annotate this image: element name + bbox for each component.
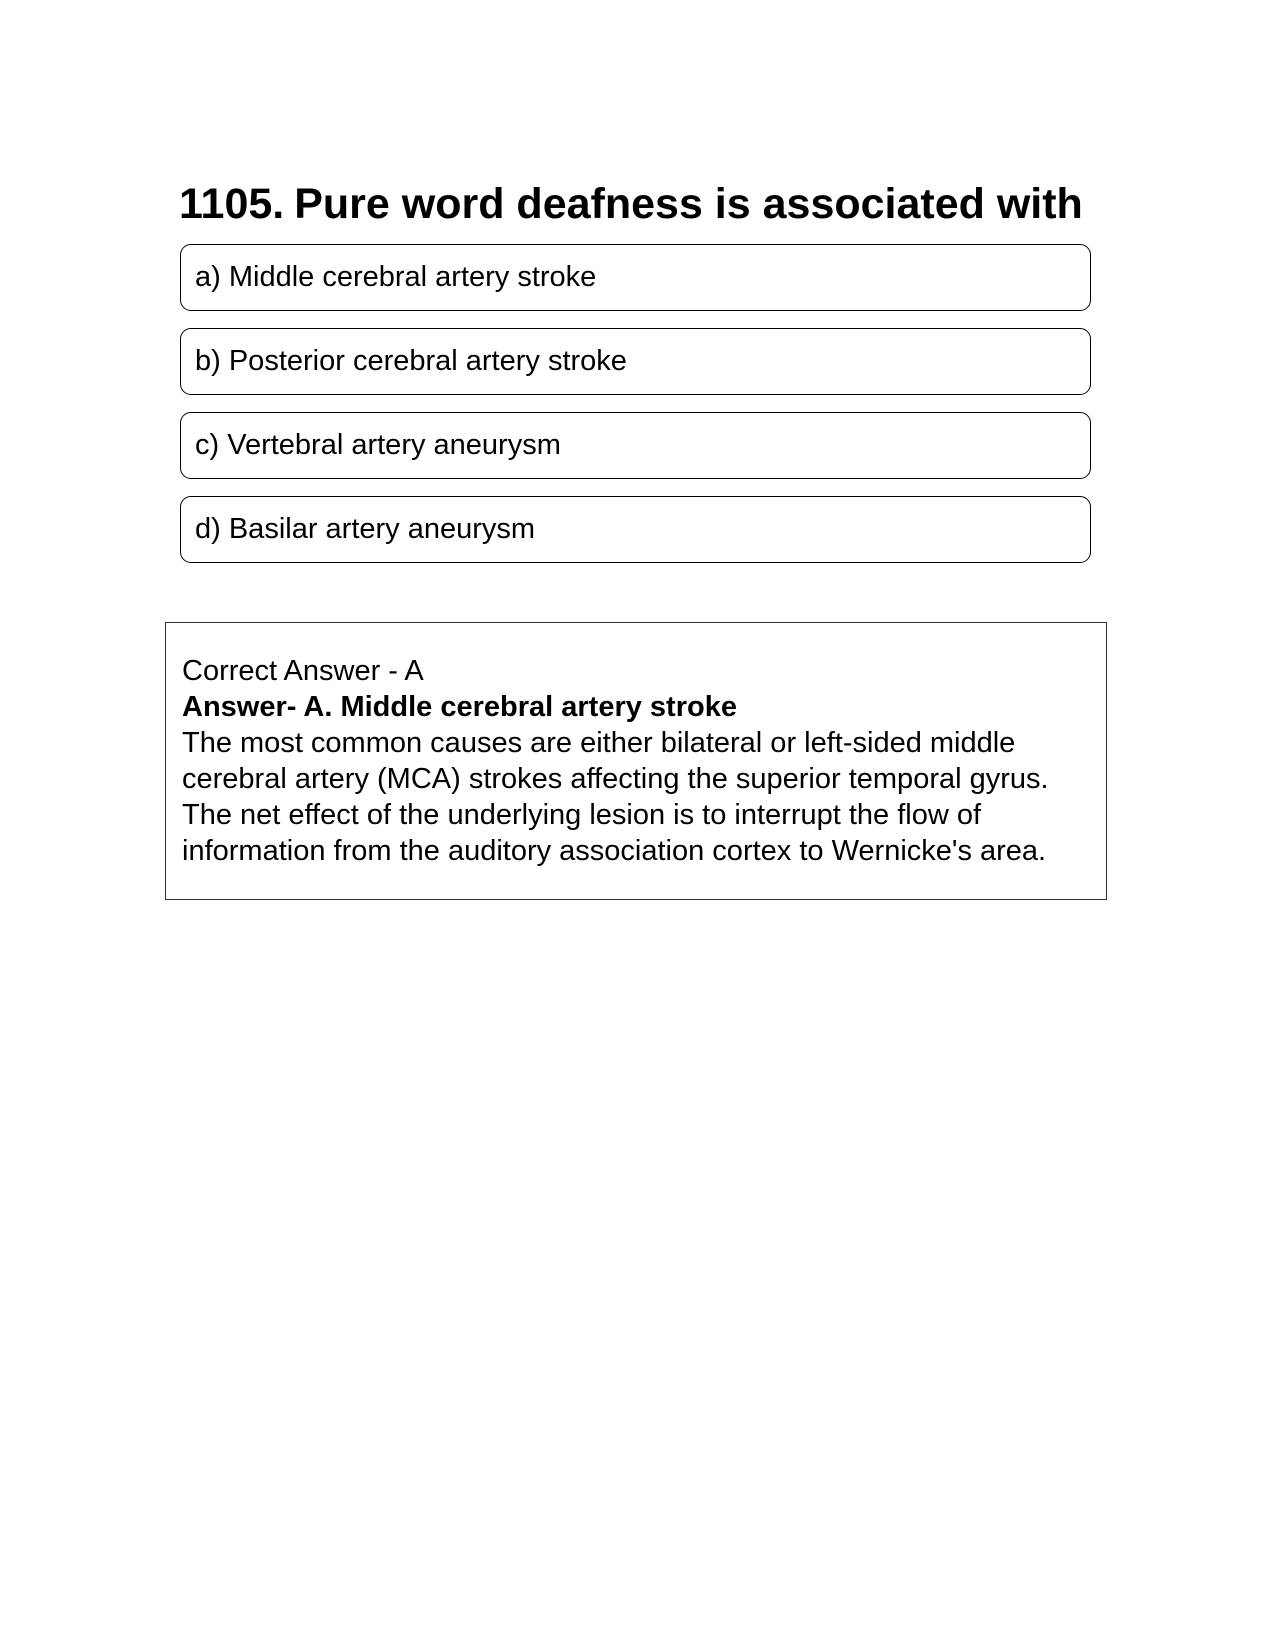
question-heading xyxy=(179,178,1083,230)
answer-explanation: The most common causes are either bilateral or left-sided middle cerebral artery (MCA) strokes affecting the superior temporal gyrus. The net effect of the underlying lesion is to interrupt the flow of information from the auditory association cortex to Wernicke's area. xyxy=(182,727,1049,867)
answer-heading: Answer- A. Middle cerebral artery stroke xyxy=(182,691,737,723)
option-a-label: a) Middle cerebral artery stroke xyxy=(195,261,597,293)
question-number: 1105. xyxy=(179,180,285,228)
option-d[interactable] xyxy=(180,496,1091,563)
option-c[interactable] xyxy=(180,412,1091,479)
option-b-label: b) Posterior cerebral artery stroke xyxy=(195,345,627,377)
option-c-label: c) Vertebral artery aneurysm xyxy=(195,429,561,461)
question-text: Pure word deafness is associated with xyxy=(294,180,1083,228)
option-a[interactable] xyxy=(180,244,1091,311)
correct-answer: Correct Answer - A xyxy=(182,655,424,687)
option-b[interactable] xyxy=(180,328,1091,395)
option-d-label: d) Basilar artery aneurysm xyxy=(195,513,536,545)
answer-box xyxy=(165,622,1107,900)
